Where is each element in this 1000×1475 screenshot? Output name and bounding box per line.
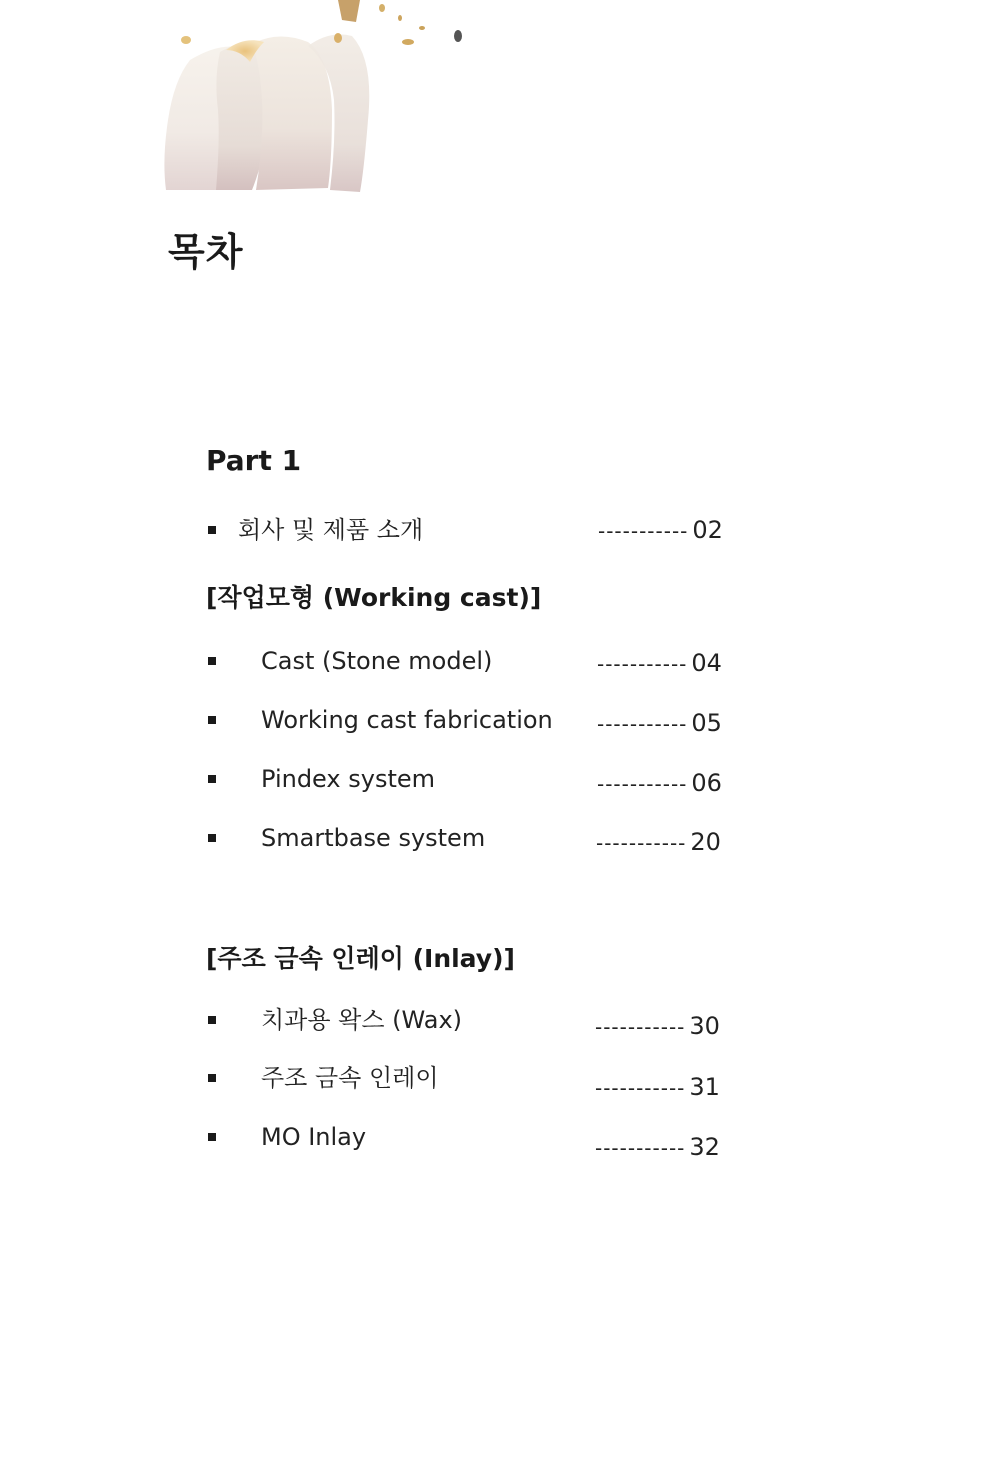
toc-entry-dental-wax[interactable] <box>206 1000 746 1040</box>
toc-entry-label: Smartbase system <box>261 824 486 852</box>
section-title-inlay: [주조 금속 인레이 (Inlay)] <box>206 944 515 973</box>
bullet-icon <box>208 657 216 665</box>
toc-entry-label: 치과용 왁스 (Wax) <box>261 1006 463 1034</box>
toc-entry-leader <box>598 510 723 551</box>
toc-entry-page: 31 <box>689 1073 720 1101</box>
toc-entry-cast[interactable] <box>206 641 746 681</box>
toc-entry-intro[interactable] <box>206 510 746 550</box>
dot-leader: ----------- <box>596 831 687 855</box>
toc-entry-leader <box>597 643 722 684</box>
toc-entry-leader <box>595 1006 720 1047</box>
bullet-icon <box>208 775 216 783</box>
toc-entry-page: 04 <box>691 649 722 677</box>
toc-entry-leader <box>595 1127 720 1168</box>
toc-entry-leader <box>597 763 722 804</box>
toc-entry-label: 회사 및 제품 소개 <box>238 516 424 544</box>
bullet-icon <box>208 526 216 534</box>
dot-leader: ----------- <box>595 1136 686 1160</box>
dot-leader: ----------- <box>598 519 689 543</box>
bullet-icon <box>208 716 216 724</box>
toc-entry-label: 주조 금속 인레이 <box>261 1064 439 1092</box>
toc-entry-cast-metal-inlay[interactable] <box>206 1058 746 1101</box>
bullet-icon <box>208 834 216 842</box>
bullet-icon <box>208 1133 216 1141</box>
toc-entry-page: 06 <box>691 769 722 797</box>
dot-leader: ----------- <box>597 712 688 736</box>
dot-leader: ----------- <box>595 1076 686 1100</box>
toc-entry-leader <box>597 703 722 744</box>
toc-entry-label: MO Inlay <box>261 1123 367 1151</box>
toc-entry-label: Working cast fabrication <box>261 706 553 734</box>
toc-entry-leader <box>596 822 721 863</box>
toc-entry-working-cast-fabrication[interactable] <box>206 700 746 740</box>
dot-leader: ----------- <box>597 652 688 676</box>
page-title: 목차 <box>168 230 244 274</box>
toc-entry-page: 02 <box>692 516 723 544</box>
toc-entry-pindex-system[interactable] <box>206 759 746 799</box>
toc-entry-leader <box>595 1067 720 1108</box>
toc-entry-page: 30 <box>689 1012 720 1040</box>
toc-entry-page: 32 <box>689 1133 720 1161</box>
dot-leader: ----------- <box>597 772 688 796</box>
toc-entry-label: Cast (Stone model) <box>261 647 493 675</box>
toc-entry-page: 05 <box>691 709 722 737</box>
bullet-icon <box>208 1016 216 1024</box>
section-title-working-cast: [작업모형 (Working cast)] <box>206 583 542 612</box>
part-title: Part 1 <box>206 444 302 477</box>
toc-entry-label: Pindex system <box>261 765 435 793</box>
toc-entry-mo-inlay[interactable] <box>206 1117 746 1161</box>
bullet-icon <box>208 1074 216 1082</box>
dot-leader: ----------- <box>595 1015 686 1039</box>
toc-entry-smartbase-system[interactable] <box>206 818 746 858</box>
toc-entry-page: 20 <box>690 828 721 856</box>
